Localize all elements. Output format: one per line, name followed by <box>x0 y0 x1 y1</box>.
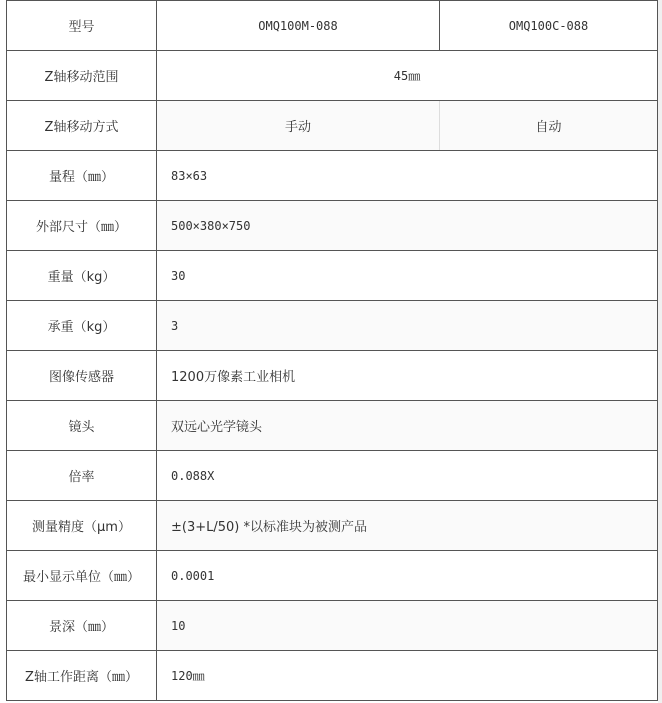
z-mode-auto-value: 自动 <box>440 101 658 151</box>
row-label: 量程（㎜） <box>7 151 157 201</box>
row-value: ±(3+L/50) *以标准块为被测产品 <box>157 501 658 551</box>
row-value: 0.0001 <box>157 551 658 601</box>
row-label: 景深（㎜） <box>7 601 157 651</box>
row-label: 外部尺寸（㎜） <box>7 201 157 251</box>
row-value: 120㎜ <box>157 651 658 701</box>
row-value: 3 <box>157 301 658 351</box>
table-row <box>7 401 658 451</box>
z-mode-manual-value: 手动 <box>157 101 440 151</box>
table-row <box>7 601 658 651</box>
table-row <box>7 551 658 601</box>
z-mode-label: Z轴移动方式 <box>7 101 157 151</box>
table-row-z-range <box>7 51 658 101</box>
row-value: 双远心光学镜头 <box>157 401 658 451</box>
row-value: 30 <box>157 251 658 301</box>
row-label: 测量精度（μm） <box>7 501 157 551</box>
table-row <box>7 651 658 701</box>
row-value: 1200万像素工业相机 <box>157 351 658 401</box>
row-label: 倍率 <box>7 451 157 501</box>
table-row <box>7 501 658 551</box>
table-row <box>7 451 658 501</box>
row-label: 镜头 <box>7 401 157 451</box>
row-label: 最小显示单位（㎜） <box>7 551 157 601</box>
row-value: 10 <box>157 601 658 651</box>
row-value: 0.088X <box>157 451 658 501</box>
z-range-value: 45㎜ <box>157 51 658 101</box>
model-label: 型号 <box>7 1 157 51</box>
table-row-model <box>7 1 658 51</box>
page-edge <box>658 0 662 703</box>
model-manual-value: OMQ100M-088 <box>157 1 440 51</box>
table-row-z-mode <box>7 101 658 151</box>
row-value: 83×63 <box>157 151 658 201</box>
table-row <box>7 151 658 201</box>
row-label: Z轴工作距离（㎜） <box>7 651 157 701</box>
table-row <box>7 251 658 301</box>
row-label: 图像传感器 <box>7 351 157 401</box>
table-row <box>7 351 658 401</box>
row-label: 承重（kg） <box>7 301 157 351</box>
z-range-label: Z轴移动范围 <box>7 51 157 101</box>
table-row <box>7 301 658 351</box>
row-value: 500×380×750 <box>157 201 658 251</box>
model-auto-value: OMQ100C-088 <box>440 1 658 51</box>
spec-table <box>6 0 658 701</box>
table-row <box>7 201 658 251</box>
row-label: 重量（kg） <box>7 251 157 301</box>
